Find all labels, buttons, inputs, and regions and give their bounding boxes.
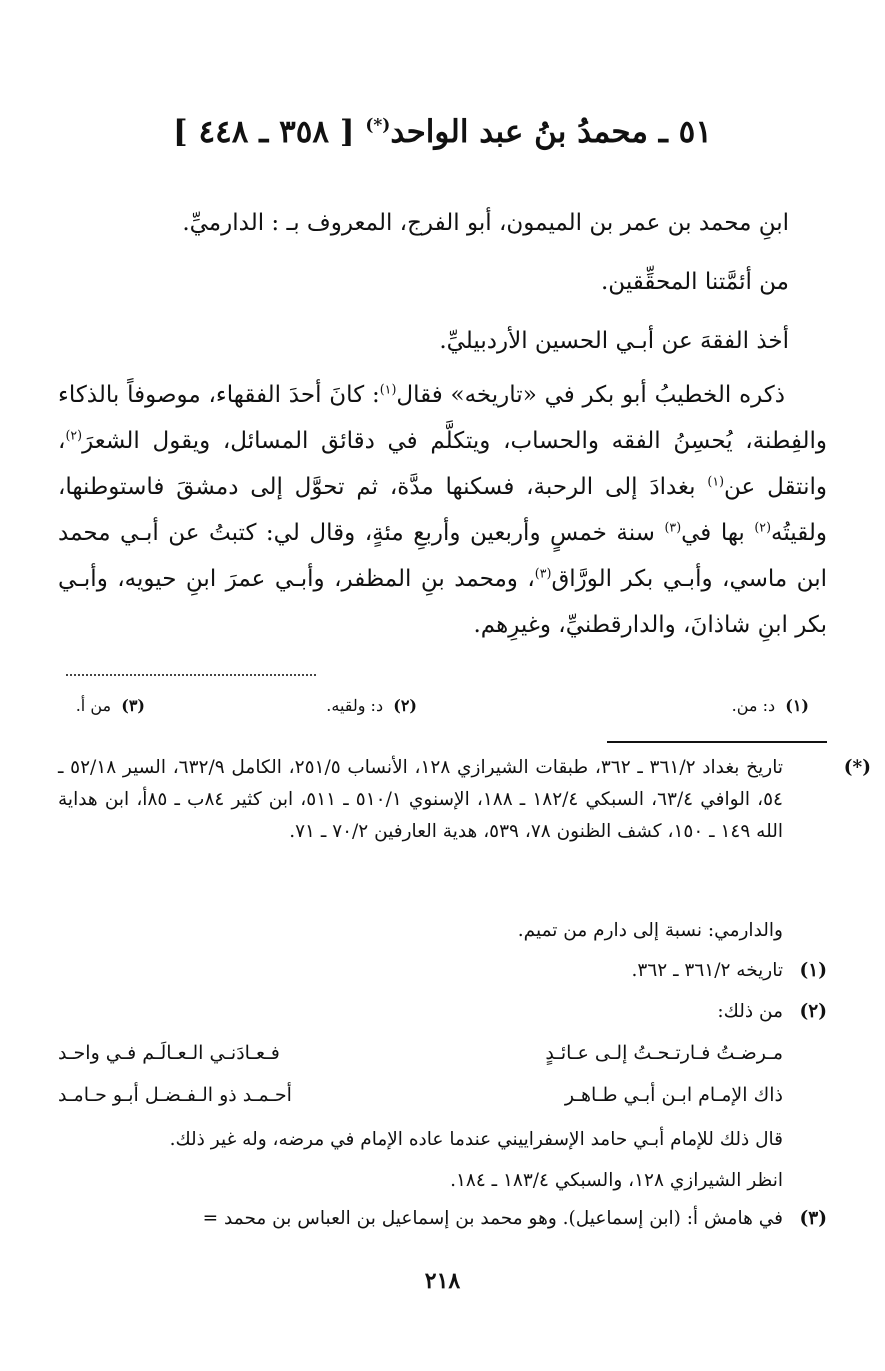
page-title	[60, 108, 825, 156]
footnote-1	[58, 955, 827, 987]
footnote-ref: (١)	[379, 381, 397, 397]
footnote-2	[58, 996, 827, 1028]
paragraph-lineage: ابنِ محمد بن عمر بن الميمون، أبو الفرج، المعروف بـ : الدارميِّ.	[182, 210, 789, 236]
footnote-sources	[58, 752, 871, 848]
text-segment: بغدادَ إلى الرحبة، فسكنها مدَّة، ثم تحوَّل إلى دمشقَ فاستوطنها، ولقيتُه	[58, 474, 827, 546]
footnote-text: في هامش أ: (ابن إسماعيل). وهو محمد بن إسماعيل بن العباس بن محمد =	[202, 1208, 783, 1229]
footnote-nisba: والدارمي: نسبة إلى دارم من تميم.	[517, 920, 783, 941]
footnote-ref: (٢)	[65, 427, 83, 443]
verse-second-hemistich: أحـمـد ذو الـفـضـل أبـو حـامـد	[58, 1084, 292, 1106]
footnote-marker: (٢)	[799, 1001, 827, 1022]
paragraph-rank: من أئمَّتنا المحقِّقين.	[601, 269, 789, 295]
footnote-ref: (٢)	[754, 519, 772, 535]
variant-note-text: د: من.	[731, 696, 776, 715]
text-segment: ، ومحمد بنِ المظفر، وأبـي عمرَ ابنِ حيويه، وأبـي بكر ابنِ شاذانَ، والدارقطنيِّ، وغيرِهم.	[58, 566, 827, 638]
variant-note-number: (١)	[785, 696, 809, 715]
verse-first-hemistich: ذاك الإمـام ابـن أبـي طـاهـر	[564, 1084, 783, 1106]
text-segment: سنة خمسٍ وأربعين وأربعِ مئةٍ، وقال لي: كتبتُ عن أبـي محمد ابن ماسي، وأبـي بكر الورَّاق	[58, 520, 827, 592]
page-number: ٢١٨	[424, 1268, 461, 1294]
footnote-marker: (*)	[843, 757, 871, 778]
footnote-text: تاريخه ٣٦١/٢ ـ ٣٦٢.	[631, 960, 783, 981]
variant-note	[732, 694, 809, 718]
text-segment: ، وانتقل عن	[58, 428, 827, 500]
verse-line	[58, 1036, 783, 1070]
dotted-separator	[66, 674, 316, 676]
title-footnote-marker: (*)	[365, 115, 391, 136]
verse-first-hemistich: مـرضـتُ فـارتـحـتُ إلـى عـائـدٍ	[545, 1042, 783, 1064]
footnote-marker: (٣)	[799, 1208, 827, 1229]
text-segment: : كانَ أحدَ الفقهاء، موصوفاً بالذكاء والفِطنة، يُحسِنُ الفقه والحساب، ويتكلَّم في دقائق المسائل، ويقول الشعرَ	[58, 382, 827, 454]
footnote-3	[58, 1203, 827, 1235]
variant-note-text: من أ.	[75, 696, 112, 715]
footnote-marker: (١)	[799, 960, 827, 981]
footnote-rule	[607, 741, 827, 743]
text-segment: بها في	[681, 520, 755, 546]
footnote-2-reference: انظر الشيرازي ١٢٨، والسبكي ١٨٣/٤ ـ ١٨٤.	[450, 1170, 783, 1191]
verse-line	[58, 1078, 783, 1112]
footnote-ref: (٣)	[664, 519, 682, 535]
variant-note-number: (٣)	[121, 696, 145, 715]
footnote-ref: (١)	[707, 473, 725, 489]
variant-note-number: (٢)	[393, 696, 417, 715]
paragraph-khatib-quote	[58, 372, 827, 648]
title-dates: [ ٣٥٨ ـ ٤٤٨ ]	[173, 114, 355, 150]
footnote-text: من ذلك:	[717, 1001, 783, 1022]
verse-second-hemistich: فـعـادَنـي الـعـالَـم فـي واحـد	[58, 1042, 280, 1064]
variant-notes	[58, 694, 827, 718]
footnote-ref: (٣)	[534, 565, 552, 581]
variant-note-text: د: ولقيه.	[326, 696, 384, 715]
variant-note	[326, 694, 417, 718]
text-segment: ذكره الخطيبُ أبو بكر في «تاريخه» فقال	[396, 382, 785, 408]
title-text: ٥١ ـ محمدُ بنُ عبد الواحد	[390, 114, 712, 150]
paragraph-teacher: أخذ الفقهَ عن أبـي الحسين الأردبيليِّ.	[439, 328, 789, 354]
footnote-2-note: قال ذلك للإمام أبـي حامد الإسفراييني عندما عاده الإمام في مرضه، وله غير ذلك.	[169, 1129, 783, 1150]
footnote-text: تاريخ بغداد ٣٦١/٢ ـ ٣٦٢، طبقات الشيرازي ١٢٨، الأنساب ٢٥١/٥، الكامل ٦٣٢/٩، السير ٥٢/١٨ ـ ٥٤، الوافي ٦٣/٤، السبكي ١٨٢/٤ ـ ١٨٨، الإسنوي ٥١٠/١ ـ ٥١١، ابن كثير ٨٤ب ـ ٨٥أ، ابن هداية الله ١٤٩ ـ ١٥٠، كشف الظنون ٧٨، ٥٣٩، هدية العارفين ٧٠/٢ ـ ٧١.	[58, 757, 783, 842]
variant-note	[76, 694, 145, 718]
